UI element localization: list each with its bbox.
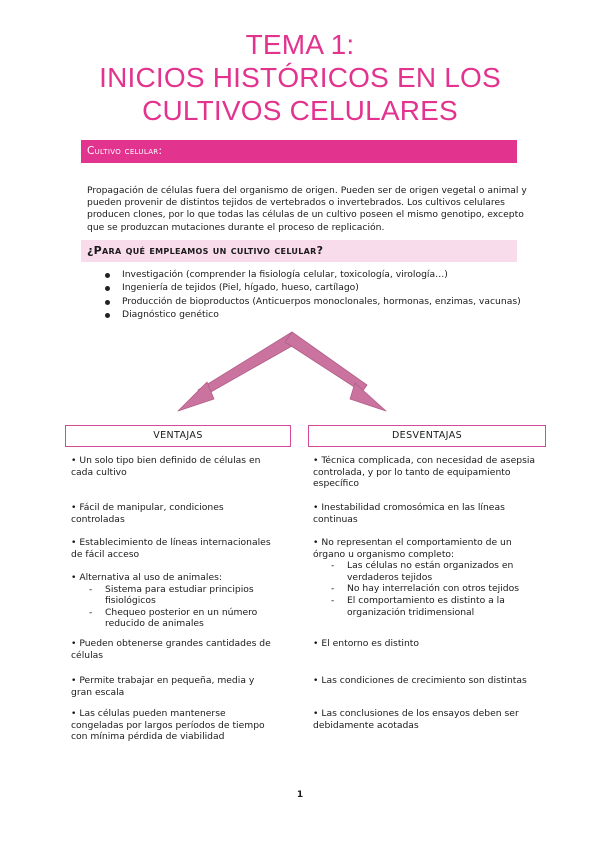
dash-icon: -: [331, 560, 335, 572]
list-item-text: Ingeniería de tejidos (Piel, hígado, hueso, cartílago): [122, 282, 359, 294]
desventajas-header: DESVENTAJAS: [308, 425, 546, 447]
sub-list-item: [313, 595, 538, 618]
dash-icon: -: [89, 606, 93, 618]
title-line-2: INICIOS HISTÓRICOS EN LOS: [99, 62, 501, 93]
sub-list-item: [71, 607, 276, 630]
section-heading-cultivo: Cultivo celular:: [81, 140, 517, 163]
definition-paragraph: Propagación de células fuera del organismo de origen. Pueden ser de origen vegetal o animal y pueden provenir de distintos tejidos de vertebrados o invertebrados. Los cultivos celulares producen clones, por lo que todas las células de un cultivo poseen el mismo genotipo, excepto que se produzcan mutaciones durante el proceso de replicación.: [87, 185, 527, 233]
ventaja-item-text: • Alternativa al uso de animales:: [71, 572, 222, 583]
desventaja-item: • El entorno es distinto: [313, 638, 420, 649]
desventaja-item-text: • No representan el comportamiento de un órgano u organismo completo:: [313, 537, 512, 560]
sub-list-item: [313, 560, 538, 583]
sub-list-item: [71, 584, 276, 607]
page-number: 1: [296, 790, 304, 800]
section-heading-uses: ¿Para qué empleamos un cultivo celular?: [81, 240, 517, 262]
desventaja-item: • Técnica complicada, con necesidad de asepsia controlada, y por lo tanto de equipamiento específico: [313, 455, 536, 490]
title-line-3: CULTIVOS CELULARES: [142, 95, 458, 126]
sub-list-item-text: Sistema para estudiar principios fisiológicos: [105, 583, 254, 607]
list-item-text: Producción de bioproductos (Anticuerpos monoclonales, hormonas, enzimas, vacunas): [122, 295, 521, 307]
sub-list-item-text: Las células no están organizados en verdaderos tejidos: [347, 560, 514, 583]
right-arrowhead-icon: [350, 383, 386, 411]
ventaja-item: • Establecimiento de líneas internacionales de fácil acceso: [71, 537, 271, 560]
ventaja-item: • Permite trabajar en pequeña, media y gran escala: [71, 675, 255, 698]
ventajas-header: VENTAJAS: [65, 425, 291, 447]
ventaja-item: • Un solo tipo bien definido de células en cada cultivo: [71, 455, 261, 478]
desventaja-item-with-sublist: [313, 537, 538, 618]
ventaja-item: • Las células pueden mantenerse congeladas por largos períodos de tiempo con mínima pérdida de viabilidad: [71, 708, 265, 743]
ventaja-item: • Pueden obtenerse grandes cantidades de células: [71, 638, 271, 661]
dash-icon: -: [331, 594, 335, 606]
sub-list-item-text: El comportamiento es distinto a la organización tridimensional: [347, 594, 505, 618]
title-line-1: TEMA 1:: [245, 29, 355, 60]
list-item-text: Investigación (comprender la fisiología celular, toxicología, virología…): [122, 269, 448, 280]
list-item-text: Diagnóstico genético: [122, 309, 219, 321]
sub-list-item-text: Chequeo posterior en un número reducido de animales: [105, 606, 258, 630]
desventaja-item: • Las condiciones de crecimiento son distintas: [313, 675, 527, 686]
desventaja-item: • Inestabilidad cromosómica en las líneas continuas: [313, 502, 505, 525]
sub-list-item: [313, 583, 538, 595]
dash-icon: -: [89, 583, 93, 595]
ventaja-item-with-sublist: [71, 572, 276, 630]
left-arrowhead-icon: [178, 382, 214, 411]
left-arrow-icon: [198, 332, 299, 397]
ventaja-item: • Fácil de manipular, condiciones controladas: [71, 502, 224, 525]
sub-list-item-text: No hay interrelación con otros tejidos: [347, 583, 519, 595]
desventaja-item: • Las conclusiones de los ensayos deben ser debidamente acotadas: [313, 708, 519, 731]
dash-icon: -: [331, 583, 335, 595]
